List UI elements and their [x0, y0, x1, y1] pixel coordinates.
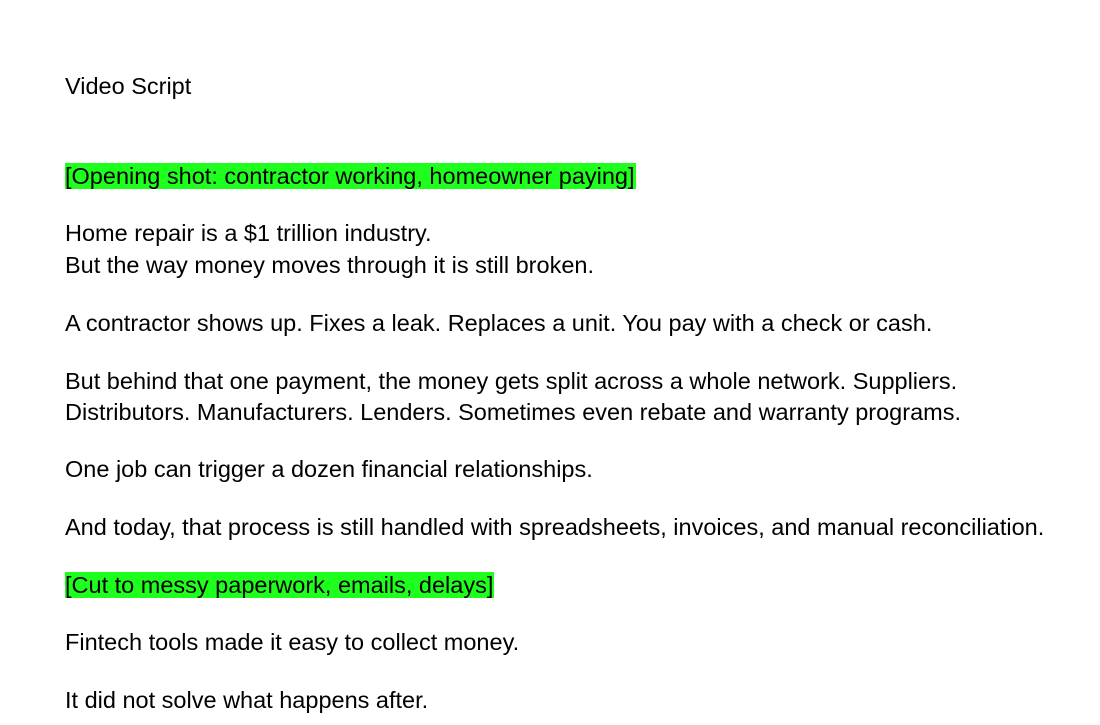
highlighted-text: [Cut to messy paperwork, emails, delays]	[65, 572, 494, 598]
script-line: But behind that one payment, the money gets split across a whole network. Suppliers.	[65, 368, 958, 394]
stage-direction-cut	[65, 570, 494, 600]
script-line: It did not solve what happens after.	[65, 687, 429, 713]
highlighted-text: [Opening shot: contractor working, homeowner paying]	[65, 163, 635, 189]
script-line: Fintech tools made it easy to collect money.	[65, 629, 520, 655]
script-line: One job can trigger a dozen financial relationships.	[65, 456, 593, 482]
script-line: And today, that process is still handled with spreadsheets, invoices, and manual reconciliation.	[65, 514, 1045, 540]
document-title: Video Script	[65, 73, 192, 99]
stage-direction-opening	[65, 161, 636, 191]
script-line: A contractor shows up. Fixes a leak. Replaces a unit. You pay with a check or cash.	[65, 310, 933, 336]
script-line: But the way money moves through it is still broken.	[65, 252, 594, 278]
script-line: Distributors. Manufacturers. Lenders. Sometimes even rebate and warranty programs.	[65, 399, 962, 425]
script-line: Home repair is a $1 trillion industry.	[65, 220, 432, 246]
